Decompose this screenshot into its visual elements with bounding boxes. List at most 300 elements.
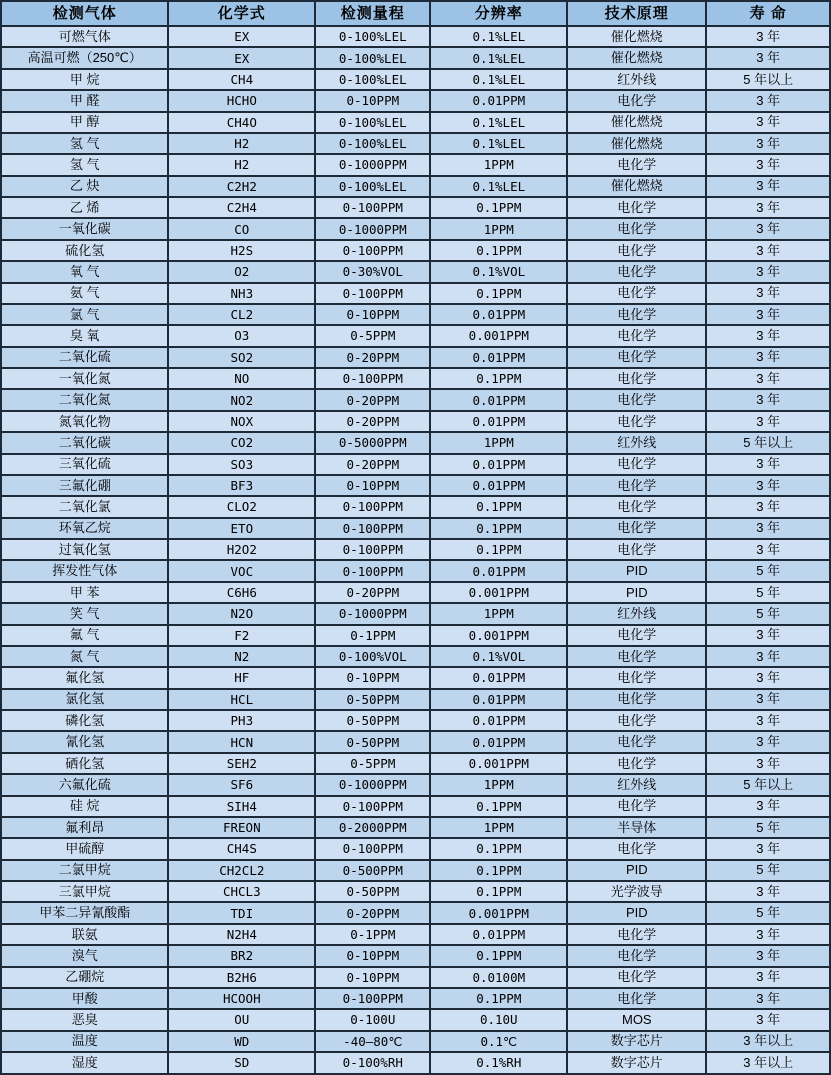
table-row [1,625,830,646]
cell-lifespan: 3 年 [706,347,830,368]
cell-principle: 电化学 [567,731,706,752]
cell-gas-name: 联氨 [1,924,168,945]
cell-lifespan: 3 年 [706,1009,830,1030]
cell-range: 0-100PPM [315,496,430,517]
cell-formula: EX [168,47,315,68]
cell-gas-name: 氨 气 [1,283,168,304]
cell-range: 0-100%LEL [315,47,430,68]
cell-formula: BF3 [168,475,315,496]
cell-principle: 电化学 [567,646,706,667]
cell-formula: N2H4 [168,924,315,945]
cell-formula: SO2 [168,347,315,368]
cell-gas-name: 二氯甲烷 [1,860,168,881]
cell-resolution: 0.01PPM [430,347,567,368]
cell-principle: 红外线 [567,603,706,624]
table-row [1,496,830,517]
cell-formula: HCOOH [168,988,315,1009]
cell-resolution: 1PPM [430,432,567,453]
cell-gas-name: 甲酸 [1,988,168,1009]
cell-range: 0-100PPM [315,838,430,859]
cell-range: 0-20PPM [315,454,430,475]
cell-principle: 电化学 [567,988,706,1009]
cell-resolution: 0.01PPM [430,731,567,752]
cell-range: 0-100%LEL [315,112,430,133]
cell-lifespan: 5 年 [706,902,830,923]
cell-lifespan: 5 年 [706,860,830,881]
cell-range: 0-100PPM [315,283,430,304]
cell-resolution: 0.1%LEL [430,26,567,47]
cell-principle: PID [567,860,706,881]
header-principle: 技术原理 [567,1,706,26]
cell-resolution: 0.1%LEL [430,47,567,68]
cell-range: 0-100PPM [315,796,430,817]
cell-resolution: 0.01PPM [430,90,567,111]
cell-range: 0-1000PPM [315,603,430,624]
cell-formula: NH3 [168,283,315,304]
cell-range: 0-5000PPM [315,432,430,453]
cell-resolution: 0.01PPM [430,304,567,325]
cell-gas-name: 氰化氢 [1,731,168,752]
cell-formula: CH4 [168,69,315,90]
cell-gas-name: 氟利昂 [1,817,168,838]
cell-range: 0-20PPM [315,411,430,432]
cell-formula: B2H6 [168,967,315,988]
cell-principle: 催化燃烧 [567,47,706,68]
table-row [1,774,830,795]
cell-principle: 数字芯片 [567,1052,706,1074]
cell-lifespan: 3 年 [706,945,830,966]
cell-lifespan: 3 年 [706,496,830,517]
cell-resolution: 0.001PPM [430,902,567,923]
cell-resolution: 0.1PPM [430,496,567,517]
cell-lifespan: 3 年 [706,731,830,752]
cell-range: 0-10PPM [315,90,430,111]
cell-resolution: 0.1%VOL [430,261,567,282]
cell-principle: 电化学 [567,389,706,410]
cell-gas-name: 硒化氢 [1,753,168,774]
cell-formula: OU [168,1009,315,1030]
cell-principle: 电化学 [567,240,706,261]
cell-lifespan: 3 年 [706,389,830,410]
cell-lifespan: 3 年 [706,411,830,432]
cell-resolution: 0.1%VOL [430,646,567,667]
table-row [1,560,830,581]
table-row [1,154,830,175]
cell-principle: 半导体 [567,817,706,838]
cell-formula: CO2 [168,432,315,453]
cell-lifespan: 3 年 [706,710,830,731]
cell-gas-name: 氯化氢 [1,689,168,710]
cell-principle: 电化学 [567,945,706,966]
cell-gas-name: 甲 醛 [1,90,168,111]
cell-lifespan: 3 年 [706,26,830,47]
table-row [1,731,830,752]
cell-principle: PID [567,582,706,603]
cell-range: 0-100PPM [315,560,430,581]
cell-gas-name: 乙 炔 [1,176,168,197]
cell-principle: 电化学 [567,539,706,560]
cell-principle: 催化燃烧 [567,176,706,197]
cell-formula: C2H2 [168,176,315,197]
table-row [1,838,830,859]
cell-gas-name: 二氧化碳 [1,432,168,453]
cell-lifespan: 5 年 [706,817,830,838]
header-range: 检测量程 [315,1,430,26]
cell-formula: SO3 [168,454,315,475]
cell-lifespan: 5 年以上 [706,432,830,453]
cell-gas-name: 甲苯二异氰酸酯 [1,902,168,923]
cell-formula: PH3 [168,710,315,731]
cell-principle: 电化学 [567,518,706,539]
table-row [1,261,830,282]
cell-lifespan: 5 年 [706,582,830,603]
cell-range: 0-50PPM [315,881,430,902]
cell-range: 0-20PPM [315,389,430,410]
table-row [1,368,830,389]
cell-range: 0-100PPM [315,368,430,389]
cell-principle: 催化燃烧 [567,112,706,133]
cell-formula: EX [168,26,315,47]
cell-resolution: 1PPM [430,154,567,175]
cell-range: 0-1PPM [315,924,430,945]
cell-resolution: 0.01PPM [430,454,567,475]
cell-principle: PID [567,902,706,923]
cell-range: 0-5PPM [315,753,430,774]
cell-resolution: 0.1%LEL [430,133,567,154]
cell-principle: 电化学 [567,154,706,175]
table-row [1,667,830,688]
cell-principle: 电化学 [567,924,706,945]
cell-resolution: 0.01PPM [430,560,567,581]
cell-gas-name: 氯 气 [1,304,168,325]
cell-gas-name: 三氟化硼 [1,475,168,496]
cell-gas-name: 甲 苯 [1,582,168,603]
cell-range: 0-100PPM [315,240,430,261]
cell-principle: 电化学 [567,325,706,346]
table-row [1,945,830,966]
cell-range: 0-100U [315,1009,430,1030]
cell-formula: CH4S [168,838,315,859]
cell-formula: NO [168,368,315,389]
table-row [1,411,830,432]
cell-gas-name: 硫化氢 [1,240,168,261]
table-row [1,218,830,239]
cell-range: 0-30%VOL [315,261,430,282]
cell-principle: 电化学 [567,667,706,688]
cell-gas-name: 甲硫醇 [1,838,168,859]
cell-principle: 电化学 [567,347,706,368]
table-row [1,69,830,90]
cell-formula: CL2 [168,304,315,325]
cell-gas-name: 过氧化氢 [1,539,168,560]
cell-resolution: 1PPM [430,218,567,239]
cell-range: 0-2000PPM [315,817,430,838]
cell-resolution: 0.1PPM [430,945,567,966]
cell-resolution: 0.10U [430,1009,567,1030]
cell-gas-name: 甲 醇 [1,112,168,133]
table-row [1,539,830,560]
cell-range: 0-100PPM [315,988,430,1009]
cell-gas-name: 臭 氧 [1,325,168,346]
header-lifespan: 寿 命 [706,1,830,26]
cell-resolution: 0.001PPM [430,582,567,603]
cell-principle: MOS [567,1009,706,1030]
table-row [1,432,830,453]
cell-range: 0-100%LEL [315,26,430,47]
cell-lifespan: 3 年 [706,197,830,218]
cell-principle: 红外线 [567,432,706,453]
cell-formula: TDI [168,902,315,923]
cell-resolution: 0.1PPM [430,838,567,859]
cell-principle: 电化学 [567,496,706,517]
cell-lifespan: 3 年 [706,154,830,175]
cell-resolution: 0.1PPM [430,539,567,560]
cell-range: 0-500PPM [315,860,430,881]
cell-resolution: 0.1℃ [430,1031,567,1052]
cell-range: 0-20PPM [315,582,430,603]
cell-formula: HCHO [168,90,315,111]
cell-gas-name: 乙硼烷 [1,967,168,988]
cell-resolution: 0.01PPM [430,689,567,710]
cell-resolution: 0.01PPM [430,411,567,432]
cell-formula: NO2 [168,389,315,410]
cell-gas-name: 笑 气 [1,603,168,624]
cell-lifespan: 3 年 [706,112,830,133]
table-row [1,325,830,346]
cell-formula: SD [168,1052,315,1074]
table-row [1,753,830,774]
cell-range: 0-50PPM [315,710,430,731]
cell-resolution: 0.1%LEL [430,69,567,90]
header-row [1,1,830,26]
cell-lifespan: 3 年 [706,325,830,346]
cell-resolution: 0.1PPM [430,368,567,389]
cell-gas-name: 甲 烷 [1,69,168,90]
cell-formula: CH4O [168,112,315,133]
table-row [1,796,830,817]
cell-formula: ETO [168,518,315,539]
cell-formula: NOX [168,411,315,432]
cell-range: 0-100PPM [315,518,430,539]
cell-resolution: 0.1PPM [430,796,567,817]
table-row [1,283,830,304]
table-row [1,454,830,475]
cell-gas-name: 二氧化氯 [1,496,168,517]
cell-range: 0-100%LEL [315,133,430,154]
table-row [1,817,830,838]
cell-principle: 光学波导 [567,881,706,902]
cell-resolution: 1PPM [430,817,567,838]
cell-resolution: 0.1%LEL [430,112,567,133]
cell-principle: 电化学 [567,197,706,218]
cell-formula: SF6 [168,774,315,795]
cell-gas-name: 氟 气 [1,625,168,646]
cell-formula: HCL [168,689,315,710]
cell-resolution: 0.01PPM [430,389,567,410]
cell-formula: F2 [168,625,315,646]
cell-lifespan: 3 年以上 [706,1031,830,1052]
cell-formula: C6H6 [168,582,315,603]
cell-resolution: 0.01PPM [430,710,567,731]
table-row [1,47,830,68]
cell-lifespan: 3 年 [706,753,830,774]
table-row [1,240,830,261]
cell-gas-name: 硅 烷 [1,796,168,817]
cell-resolution: 0.01PPM [430,475,567,496]
table-row [1,881,830,902]
cell-lifespan: 3 年 [706,304,830,325]
cell-range: 0-1000PPM [315,154,430,175]
table-row [1,133,830,154]
cell-lifespan: 3 年 [706,838,830,859]
cell-range: 0-20PPM [315,902,430,923]
cell-range: 0-1000PPM [315,218,430,239]
cell-range: 0-100%LEL [315,176,430,197]
cell-range: -40—80℃ [315,1031,430,1052]
cell-formula: N2 [168,646,315,667]
cell-formula: HF [168,667,315,688]
cell-resolution: 0.0100M [430,967,567,988]
cell-principle: 电化学 [567,689,706,710]
cell-lifespan: 5 年 [706,560,830,581]
cell-range: 0-100%VOL [315,646,430,667]
cell-lifespan: 3 年 [706,689,830,710]
cell-gas-name: 温度 [1,1031,168,1052]
cell-lifespan: 3 年 [706,240,830,261]
cell-formula: H2O2 [168,539,315,560]
cell-gas-name: 乙 烯 [1,197,168,218]
cell-resolution: 0.1PPM [430,860,567,881]
cell-lifespan: 5 年以上 [706,774,830,795]
cell-lifespan: 3 年 [706,796,830,817]
cell-resolution: 0.001PPM [430,325,567,346]
cell-resolution: 0.1PPM [430,518,567,539]
table-row [1,1009,830,1030]
cell-lifespan: 3 年 [706,454,830,475]
cell-principle: 电化学 [567,304,706,325]
cell-lifespan: 3 年 [706,176,830,197]
cell-formula: VOC [168,560,315,581]
cell-gas-name: 湿度 [1,1052,168,1074]
table-row [1,988,830,1009]
cell-range: 0-10PPM [315,967,430,988]
cell-gas-name: 氮 气 [1,646,168,667]
cell-principle: 催化燃烧 [567,133,706,154]
table-row [1,710,830,731]
cell-gas-name: 一氧化氮 [1,368,168,389]
cell-principle: 电化学 [567,454,706,475]
cell-principle: 电化学 [567,475,706,496]
cell-principle: 电化学 [567,796,706,817]
cell-range: 0-50PPM [315,689,430,710]
cell-principle: 电化学 [567,261,706,282]
cell-gas-name: 二氧化硫 [1,347,168,368]
cell-resolution: 0.1PPM [430,988,567,1009]
cell-resolution: 0.01PPM [430,667,567,688]
cell-lifespan: 3 年 [706,283,830,304]
cell-gas-name: 三氧化硫 [1,454,168,475]
cell-principle: 催化燃烧 [567,26,706,47]
cell-formula: CLO2 [168,496,315,517]
table-row [1,646,830,667]
cell-lifespan: 3 年以上 [706,1052,830,1074]
header-formula: 化学式 [168,1,315,26]
cell-principle: 电化学 [567,753,706,774]
cell-lifespan: 3 年 [706,518,830,539]
cell-principle: 电化学 [567,967,706,988]
cell-gas-name: 溴气 [1,945,168,966]
cell-lifespan: 3 年 [706,881,830,902]
header-resolution: 分辨率 [430,1,567,26]
cell-gas-name: 一氧化碳 [1,218,168,239]
table-row [1,304,830,325]
cell-formula: CHCL3 [168,881,315,902]
cell-gas-name: 磷化氢 [1,710,168,731]
cell-lifespan: 5 年以上 [706,69,830,90]
cell-principle: 电化学 [567,283,706,304]
table-row [1,603,830,624]
cell-formula: BR2 [168,945,315,966]
table-row [1,689,830,710]
cell-formula: SIH4 [168,796,315,817]
cell-principle: 电化学 [567,710,706,731]
cell-formula: CH2CL2 [168,860,315,881]
table-row [1,112,830,133]
cell-range: 0-100PPM [315,197,430,218]
cell-lifespan: 3 年 [706,625,830,646]
cell-gas-name: 恶臭 [1,1009,168,1030]
cell-resolution: 0.001PPM [430,625,567,646]
cell-lifespan: 3 年 [706,988,830,1009]
cell-range: 0-50PPM [315,731,430,752]
cell-lifespan: 3 年 [706,133,830,154]
cell-range: 0-1PPM [315,625,430,646]
cell-lifespan: 3 年 [706,967,830,988]
cell-range: 0-100%RH [315,1052,430,1074]
table-body [1,26,830,1074]
cell-range: 0-100PPM [315,539,430,560]
cell-lifespan: 3 年 [706,47,830,68]
table-row [1,924,830,945]
cell-resolution: 0.1%LEL [430,176,567,197]
header-gas: 检测气体 [1,1,168,26]
table-row [1,902,830,923]
cell-resolution: 0.1PPM [430,240,567,261]
cell-gas-name: 六氟化硫 [1,774,168,795]
cell-formula: H2 [168,133,315,154]
cell-gas-name: 挥发性气体 [1,560,168,581]
cell-resolution: 1PPM [430,774,567,795]
cell-resolution: 0.1PPM [430,197,567,218]
table-row [1,26,830,47]
cell-range: 0-10PPM [315,304,430,325]
cell-range: 0-20PPM [315,347,430,368]
table-row [1,176,830,197]
cell-principle: 电化学 [567,218,706,239]
cell-formula: CO [168,218,315,239]
cell-resolution: 1PPM [430,603,567,624]
cell-resolution: 0.1PPM [430,881,567,902]
cell-principle: 数字芯片 [567,1031,706,1052]
cell-principle: PID [567,560,706,581]
cell-formula: C2H4 [168,197,315,218]
table-row [1,860,830,881]
cell-principle: 电化学 [567,90,706,111]
cell-formula: WD [168,1031,315,1052]
cell-range: 0-100%LEL [315,69,430,90]
cell-lifespan: 3 年 [706,667,830,688]
table-row [1,389,830,410]
